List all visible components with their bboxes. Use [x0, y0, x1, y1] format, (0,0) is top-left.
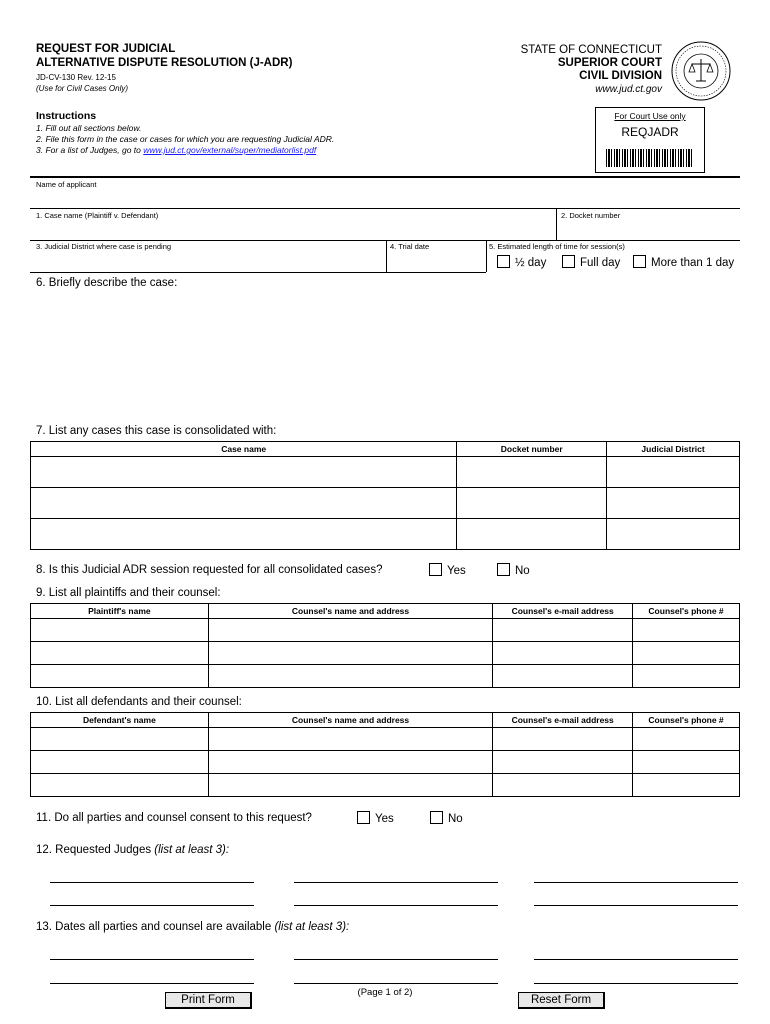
table-cell[interactable]: [607, 488, 740, 519]
date-line-1[interactable]: [50, 959, 254, 960]
title-line-2: ALTERNATIVE DISPUTE RESOLUTION (J-ADR): [36, 57, 293, 69]
consolidated-header-row: [31, 442, 740, 457]
case-name-label: 1. Case name (Plaintiff v. Defendant): [36, 211, 159, 220]
table-cell[interactable]: [493, 619, 633, 642]
length-label: 5. Estimated length of time for session(s): [489, 242, 625, 251]
q8-no-option[interactable]: [497, 563, 530, 578]
table-cell[interactable]: [31, 728, 209, 751]
page-number: (Page 1 of 2): [357, 987, 413, 998]
table-cell[interactable]: [493, 728, 633, 751]
form-number: JD-CV-130 Rev. 12-15: [36, 73, 116, 82]
form-number-block: [36, 72, 128, 94]
table-cell[interactable]: [457, 488, 607, 519]
q11-yes-checkbox[interactable]: [357, 811, 370, 824]
form-note: (Use for Civil Cases Only): [36, 84, 129, 93]
q11-no-checkbox[interactable]: [430, 811, 443, 824]
q8-yes-label: Yes: [447, 565, 466, 577]
table-row: [31, 619, 740, 642]
q12-text: 12. Requested Judges: [36, 844, 155, 856]
col-docket-number: Docket number: [457, 442, 607, 457]
date-line-3[interactable]: [534, 959, 738, 960]
table-cell[interactable]: [208, 619, 493, 642]
table-cell[interactable]: [633, 728, 740, 751]
table-cell[interactable]: [208, 751, 493, 774]
q11-yes-option[interactable]: [357, 811, 394, 826]
table-cell[interactable]: [31, 488, 457, 519]
row-divider-3: [30, 272, 486, 273]
plaintiffs-header-row: [31, 604, 740, 619]
table-row: [31, 488, 740, 519]
docket-label: 2. Docket number: [561, 211, 621, 220]
q11-no-option[interactable]: [430, 811, 463, 826]
plaintiffs-table: [30, 603, 740, 688]
print-form-button[interactable]: Print Form: [165, 992, 252, 1009]
col-counsel-phone: Counsel's phone #: [633, 604, 740, 619]
table-row: [31, 728, 740, 751]
docket-input[interactable]: [558, 221, 740, 237]
table-cell[interactable]: [208, 665, 493, 688]
judge-line-1[interactable]: [50, 882, 254, 883]
checkbox-more-than-1-day[interactable]: [633, 255, 646, 268]
title-line-1: REQUEST FOR JUDICIAL: [36, 43, 176, 55]
case-description-textarea[interactable]: [36, 294, 736, 420]
table-row: [31, 665, 740, 688]
website: www.jud.ct.gov: [595, 84, 662, 95]
table-cell[interactable]: [633, 642, 740, 665]
division-name: CIVIL DIVISION: [579, 70, 662, 82]
table-cell[interactable]: [31, 619, 209, 642]
q11-label: 11. Do all parties and counsel consent to this request?: [36, 812, 312, 824]
table-cell[interactable]: [493, 751, 633, 774]
table-row: [31, 519, 740, 550]
table-cell[interactable]: [633, 774, 740, 797]
q8-no-checkbox[interactable]: [497, 563, 510, 576]
col-defendant-name: Defendant's name: [31, 713, 209, 728]
trial-date-input[interactable]: [388, 252, 484, 270]
col-case-name: Case name: [31, 442, 457, 457]
docket-divider: [556, 208, 557, 240]
table-cell[interactable]: [493, 642, 633, 665]
instruction-step-3: [36, 145, 334, 156]
col-counsel-name-address: Counsel's name and address: [208, 604, 493, 619]
mediator-list-link[interactable]: www.jud.ct.gov/external/super/mediatorlist.pdf: [143, 145, 317, 155]
checkbox-half-day[interactable]: [497, 255, 510, 268]
q13-text: 13. Dates all parties and counsel are available: [36, 921, 275, 933]
table-cell[interactable]: [493, 665, 633, 688]
table-cell[interactable]: [457, 457, 607, 488]
consolidated-cases-table: [30, 441, 740, 550]
col-counsel-name-address: Counsel's name and address: [208, 713, 493, 728]
q6-label: 6. Briefly describe the case:: [36, 277, 178, 289]
table-cell[interactable]: [208, 642, 493, 665]
table-cell[interactable]: [208, 774, 493, 797]
defendants-header-row: [31, 713, 740, 728]
row-divider-2: [30, 240, 740, 241]
state-name: STATE OF CONNECTICUT: [520, 44, 662, 56]
checkbox-full-day[interactable]: [562, 255, 575, 268]
table-cell[interactable]: [31, 665, 209, 688]
length-option-more-than-1-day[interactable]: [633, 255, 734, 270]
applicant-input[interactable]: [30, 190, 740, 206]
table-row: [31, 751, 740, 774]
date-line-4[interactable]: [50, 983, 254, 984]
col-counsel-phone: Counsel's phone #: [633, 713, 740, 728]
judge-line-2[interactable]: [294, 882, 498, 883]
instructions: [36, 109, 334, 156]
court-use-code: REQJADR: [621, 125, 679, 139]
q13-note: (list at least 3):: [274, 921, 350, 933]
table-cell[interactable]: [633, 665, 740, 688]
district-label: 3. Judicial District where case is pending: [36, 242, 172, 251]
q9-label: 9. List all plaintiffs and their counsel:: [36, 587, 221, 599]
applicant-label: Name of applicant: [36, 180, 97, 189]
case-name-input[interactable]: [30, 221, 555, 237]
table-cell[interactable]: [607, 457, 740, 488]
barcode-icon: [606, 149, 694, 167]
length-option-full-day-label: Full day: [580, 257, 621, 269]
length-option-more-than-1-day-label: More than 1 day: [651, 257, 735, 269]
q10-label: 10. List all defendants and their counsel:: [36, 696, 242, 708]
judge-line-5[interactable]: [294, 905, 498, 906]
court-name: SUPERIOR COURT: [557, 57, 662, 69]
district-input[interactable]: [30, 252, 384, 270]
table-cell[interactable]: [31, 519, 457, 550]
table-row: [31, 457, 740, 488]
reset-form-button[interactable]: Reset Form: [518, 992, 605, 1009]
col-plaintiff-name: Plaintiff's name: [31, 604, 209, 619]
length-option-half-day[interactable]: [497, 255, 546, 270]
judge-line-4[interactable]: [50, 905, 254, 906]
instruction-step-3-text: 3. For a list of Judges, go to: [36, 145, 144, 155]
q13-label: [36, 920, 349, 934]
date-line-2[interactable]: [294, 959, 498, 960]
instruction-step-1: 1. Fill out all sections below.: [36, 123, 142, 133]
q8-label: 8. Is this Judicial ADR session requested for all consolidated cases?: [36, 564, 383, 576]
court-use-box: [595, 107, 705, 173]
header-divider: [30, 176, 740, 178]
form-title: [36, 42, 292, 70]
q11-no-label: No: [448, 813, 463, 825]
defendants-table: [30, 712, 740, 797]
length-divider: [486, 240, 487, 272]
date-line-5[interactable]: [294, 983, 498, 984]
q7-label: 7. List any cases this case is consolidated with:: [36, 425, 277, 437]
col-judicial-district: Judicial District: [607, 442, 740, 457]
instruction-step-2: 2. File this form in the case or cases for which you are requesting Judicial ADR.: [36, 134, 335, 144]
length-option-half-day-label: ½ day: [515, 257, 547, 269]
state-seal-icon: [670, 40, 732, 102]
col-counsel-email: Counsel's e-mail address: [493, 604, 633, 619]
table-cell[interactable]: [31, 751, 209, 774]
table-cell[interactable]: [607, 519, 740, 550]
judge-line-6[interactable]: [534, 905, 738, 906]
court-heading: [521, 44, 662, 96]
trial-date-label: 4. Trial date: [390, 242, 430, 251]
court-use-label: For Court Use only: [614, 111, 686, 121]
q8-no-label: No: [515, 565, 530, 577]
table-row: [31, 642, 740, 665]
table-cell[interactable]: [31, 774, 209, 797]
judge-line-3[interactable]: [534, 882, 738, 883]
table-cell[interactable]: [31, 642, 209, 665]
row-divider-1: [30, 208, 740, 209]
q8-yes-checkbox[interactable]: [429, 563, 442, 576]
instructions-heading: Instructions: [36, 110, 97, 122]
trial-divider: [386, 240, 387, 272]
q12-note: (list at least 3):: [154, 844, 230, 856]
table-cell[interactable]: [493, 774, 633, 797]
q8-yes-option[interactable]: [429, 563, 466, 578]
table-cell[interactable]: [457, 519, 607, 550]
table-cell[interactable]: [208, 728, 493, 751]
table-row: [31, 774, 740, 797]
q12-label: [36, 843, 229, 857]
table-cell[interactable]: [633, 619, 740, 642]
col-counsel-email: Counsel's e-mail address: [493, 713, 633, 728]
table-cell[interactable]: [633, 751, 740, 774]
length-option-full-day[interactable]: [562, 255, 620, 270]
q11-yes-label: Yes: [375, 813, 394, 825]
table-cell[interactable]: [31, 457, 457, 488]
date-line-6[interactable]: [534, 983, 738, 984]
